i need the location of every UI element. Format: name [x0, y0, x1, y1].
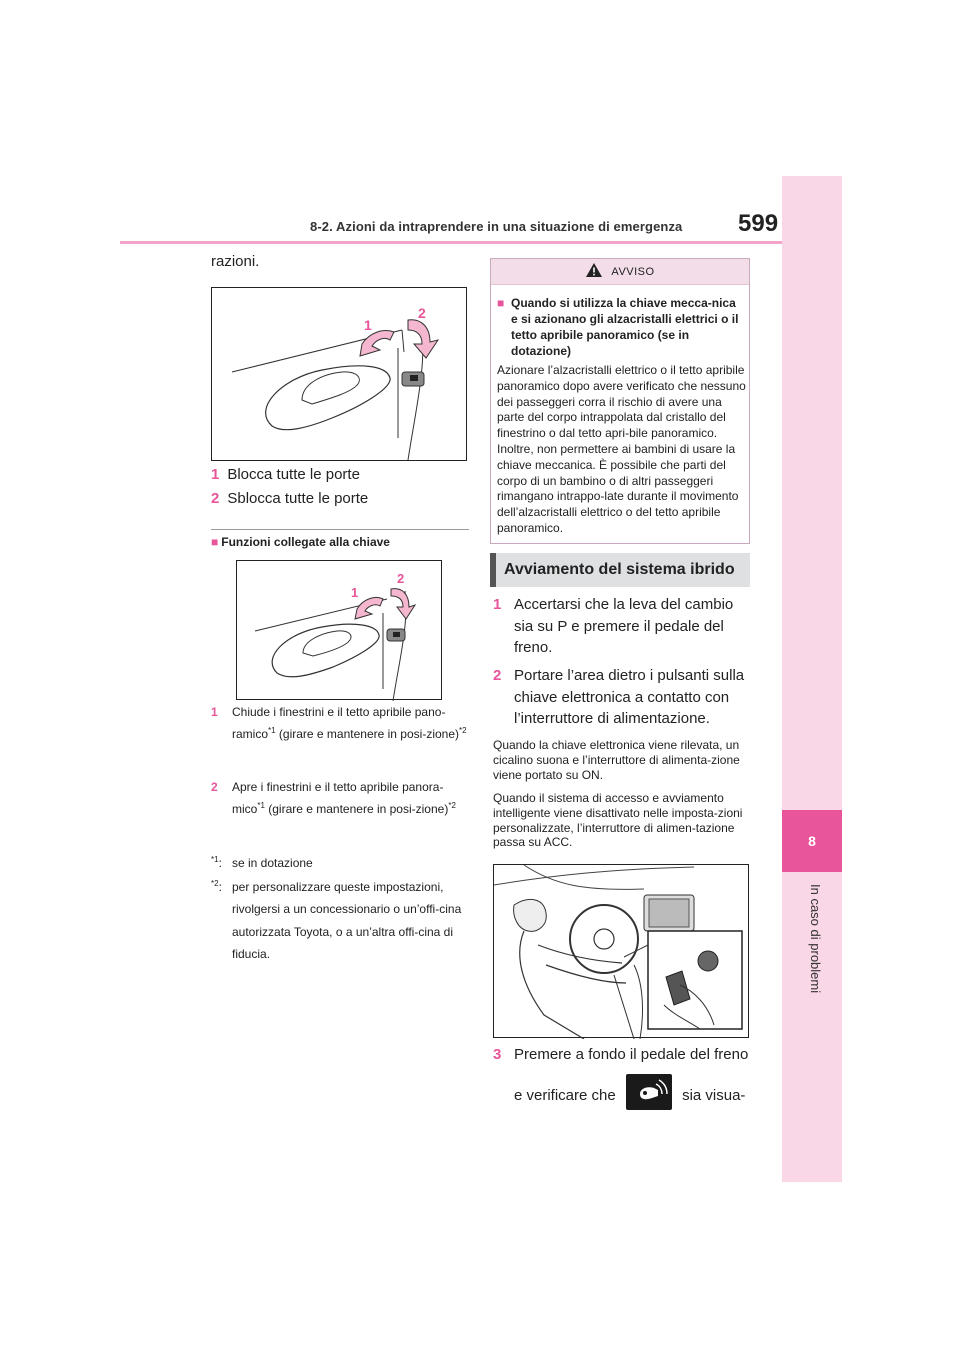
warning-triangle-icon: [585, 262, 603, 281]
door-handle-figure-1: [211, 287, 467, 461]
step-number: 2: [493, 667, 502, 684]
driver-start-figure: [493, 864, 749, 1038]
step-text: Sblocca tutte le porte: [227, 490, 369, 507]
fig1-callout-1: 1: [364, 317, 372, 333]
subheading-key-functions: ■ Funzioni collegate alla chiave: [211, 535, 390, 549]
step-open-windows: 2 Apre i finestrini e il tetto apribile panora-mico$^{*1}$ (girare e mantenere in posi-zione)$^{*2}$: [211, 776, 469, 821]
section-header-title: 8-2. Azioni da intraprendere in una situazione di emergenza: [310, 219, 683, 234]
door-handle-figure-2: [236, 560, 442, 700]
step-lock-all: [211, 464, 360, 486]
chapter-title: In caso di problemi: [808, 884, 823, 994]
driver-start-illustration: [494, 865, 750, 1039]
step-press-brake-continued: e verificare che sia visua-: [493, 1078, 751, 1114]
chapter-number-box: [782, 810, 842, 872]
warning-header: [491, 259, 749, 285]
step-number: 1: [211, 466, 220, 483]
step-number: 1: [211, 705, 218, 719]
warning-box: [490, 258, 750, 544]
warning-body: Azionare l’alzacristalli elettrico o il tetto apribile panoramico dopo avere verificato che nessuno dei passeggeri corra il rischio di avere una parte del corpo intrappolata dal cristallo del finestrino o dal tetto apri-bile panoramico. Inoltre, non permettere ai bambini di usare la chiave meccanica. È possibile che parti del corpo di un bambino o di altri passeggeri rimangano intrappo-late durante il movimento dell’alzacristalli elettrico o del tetto apribile panoramico.: [497, 363, 746, 535]
smart-key-indicator-icon: [626, 1074, 672, 1110]
door-handle-illustration-1: [212, 288, 468, 462]
chapter-number: 8: [808, 833, 816, 849]
step-press-brake: 3 Premere a fondo il pedale del freno: [493, 1046, 749, 1063]
page-number: 599: [738, 210, 779, 237]
continued-text: razioni.: [211, 253, 260, 270]
step-number: 2: [211, 780, 218, 794]
square-bullet-icon: ■: [497, 296, 505, 310]
step-text: Blocca tutte le porte: [227, 466, 360, 483]
footnote-1: $^{*1}$: se in dotazione: [211, 855, 313, 870]
section-divider: [211, 529, 469, 530]
step-shift-to-p: 1 Accertarsi che la leva del cambio sia su P e premere il pedale del freno.: [493, 596, 734, 657]
step-touch-key: 2 Portare l’area dietro i pulsanti sulla chiave elettronica a contatto con l’interruttore di alimentazione.: [493, 667, 745, 728]
step-number: 3: [493, 1046, 502, 1063]
warning-label: AVVISO: [611, 265, 655, 278]
fig2-callout-1: 1: [351, 585, 359, 600]
fig2-callout-2: 2: [397, 571, 405, 586]
fig1-callout-2: 2: [418, 305, 426, 321]
step-unlock-all: [211, 488, 368, 510]
step-number: 1: [493, 596, 502, 613]
square-bullet-icon: ■: [211, 535, 219, 549]
section-heading-hybrid-start: Avviamento del sistema ibrido: [490, 553, 750, 587]
step-number: 2: [211, 490, 220, 507]
step-close-windows: 1 Chiude i finestrini e il tetto apribile pano-ramico$^{*1}$ (girare e mantenere in posi-zione)$^{*2}$: [211, 701, 469, 746]
paragraph-smart-entry-disabled: Quando il sistema di accesso e avviamento intelligente viene disattivato nelle imposta-zioni personalizzate, l’interruttore di alimen-tazione passa su ACC.: [493, 791, 743, 850]
paragraph-key-detected: Quando la chiave elettronica viene rilevata, un cicalino suona e l’interruttore di alimenta-zione viene portato su ON.: [493, 738, 740, 782]
footnote-2: $^{*2}$: per personalizzare queste impostazioni, rivolgersi a un concessionario o un’offi-cina autorizzata Toyota, o a un’altra offi-cina di fiducia.: [211, 879, 462, 962]
header-rule: [120, 241, 782, 244]
warning-title: ■ Quando si utilizza la chiave mecca-nica e si azionano gli alzacristalli elettrici o il tetto apribile panoramico (se in dotazione): [497, 296, 739, 358]
door-handle-illustration-2: [237, 561, 443, 701]
